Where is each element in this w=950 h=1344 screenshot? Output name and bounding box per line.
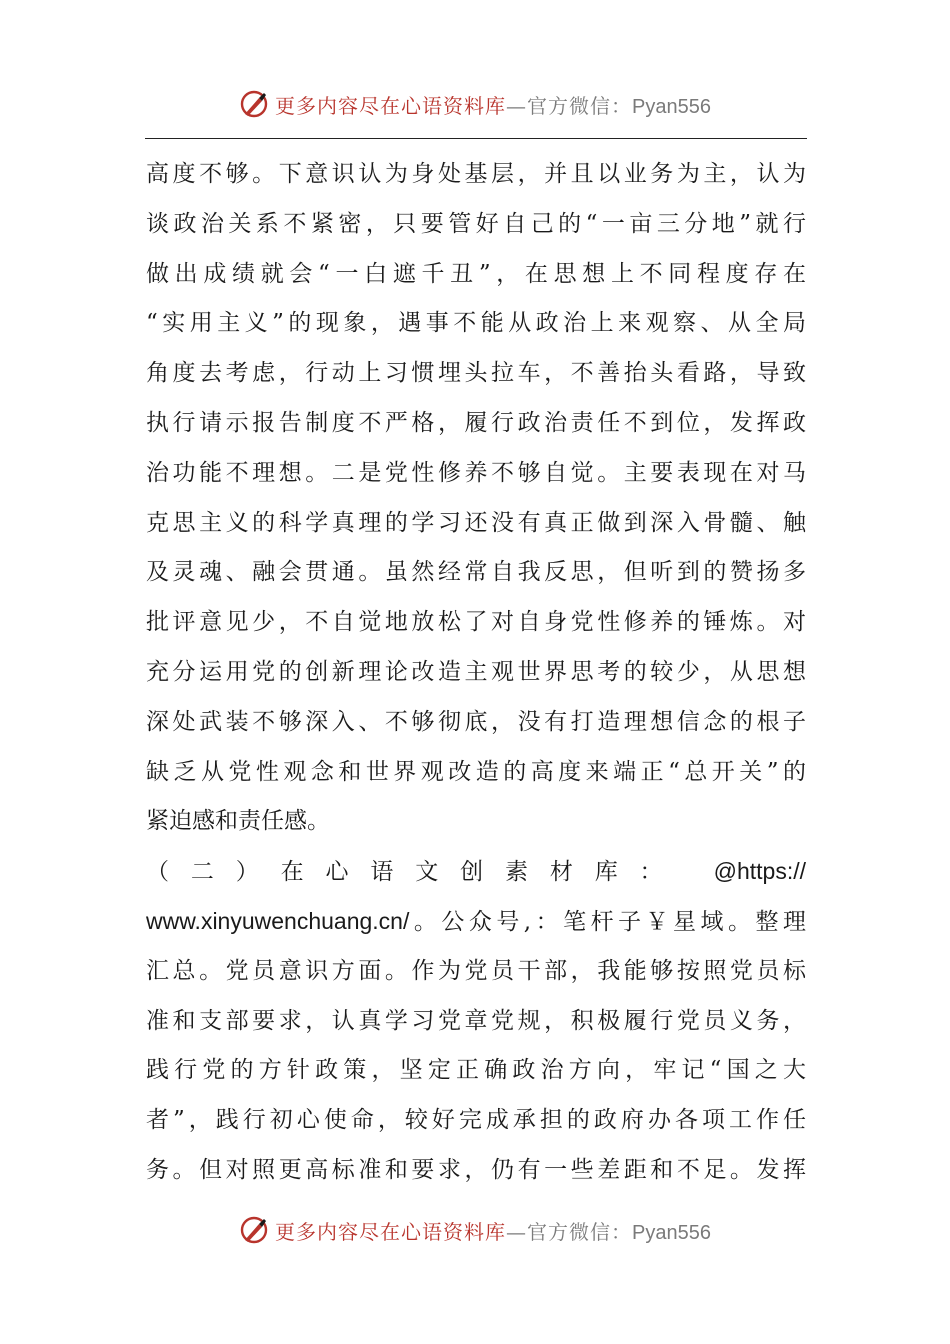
text-line: 谈政治关系不紧密，只要管好自己的“一亩三分地”就行 — [146, 210, 806, 237]
text-line: 克思主义的科学真理的学习还没有真正做到深入骨髓、触 — [146, 509, 806, 536]
banner-label: 官方微信： — [527, 1219, 633, 1244]
banner-text — [275, 90, 711, 119]
section-heading-line — [146, 847, 806, 897]
banner-separator: — — [506, 93, 528, 118]
text-line: 高度不够。下意识认为身处基层，并且以业务为主，认为 — [146, 161, 806, 187]
banner-text — [275, 1216, 711, 1245]
text-line: 治功能不理想。二是党性修养不够自觉。主要表现在对马 — [146, 459, 806, 486]
banner-main: 更多内容尽在心语资料库 — [275, 93, 507, 118]
section-heading: （二）在心语文创素材库： — [146, 859, 685, 886]
text-line: 汇总。党员意识方面。作为党员干部，我能够按照党员标 — [146, 957, 806, 984]
document-body — [146, 150, 806, 1196]
banner-label: 官方微信： — [527, 93, 633, 118]
banner-separator: — — [506, 1219, 528, 1244]
source-url-part1: @https:// — [713, 858, 807, 885]
text-line: 充分运用党的创新理论改造主观世界思考的较少，从思想 — [146, 658, 806, 685]
text-line: 务。但对照更高标准和要求，仍有一些差距和不足。发挥 — [146, 1156, 806, 1183]
header-divider — [145, 138, 807, 139]
text-line: 执行请示报告制度不严格，履行政治责任不到位，发挥政 — [146, 409, 806, 436]
text-line: 做出成绩就会“一白遮千丑”，在思想上不同程度存在 — [146, 260, 806, 287]
header-banner — [0, 84, 950, 124]
text-line: 者”，践行初心使命，较好完成承担的政府办各项工作任 — [146, 1107, 806, 1134]
text-line: 角度去考虑，行动上习惯埋头拉车，不善抬头看路，导致 — [146, 360, 806, 387]
banner-wechat-id: Pyan556 — [632, 1221, 711, 1244]
text-line: “实用主义”的现象，遇事不能从政治上来观察、从全局 — [146, 310, 806, 337]
text-line: 践行党的方针政策，坚定正确政治方向，牢记“国之大 — [146, 1057, 806, 1084]
text-line: 批评意见少，不自觉地放松了对自身党性修养的锤炼。对 — [146, 609, 806, 636]
source-note: 。公众号,：笔杆子￥星域。整理 — [409, 908, 806, 935]
source-url-part2: www.xinyuwenchuang.cn/ — [146, 907, 410, 934]
text-line: 准和支部要求，认真学习党章党规，积极履行党员义务， — [146, 1007, 806, 1034]
text-line — [146, 897, 806, 947]
text-line: 紧迫感和责任感。 — [146, 808, 330, 835]
pen-logo-icon — [239, 89, 269, 119]
banner-main: 更多内容尽在心语资料库 — [275, 1219, 507, 1244]
text-line: 缺乏从党性观念和世界观改造的高度来端正“总开关”的 — [146, 758, 806, 785]
banner-wechat-id: Pyan556 — [632, 95, 711, 118]
footer-banner — [0, 1210, 950, 1250]
text-line: 及灵魂、融会贯通。虽然经常自我反思，但听到的赞扬多 — [146, 559, 806, 586]
pen-logo-icon — [239, 1215, 269, 1245]
text-line: 深处武装不够深入、不够彻底，没有打造理想信念的根子 — [146, 708, 806, 735]
